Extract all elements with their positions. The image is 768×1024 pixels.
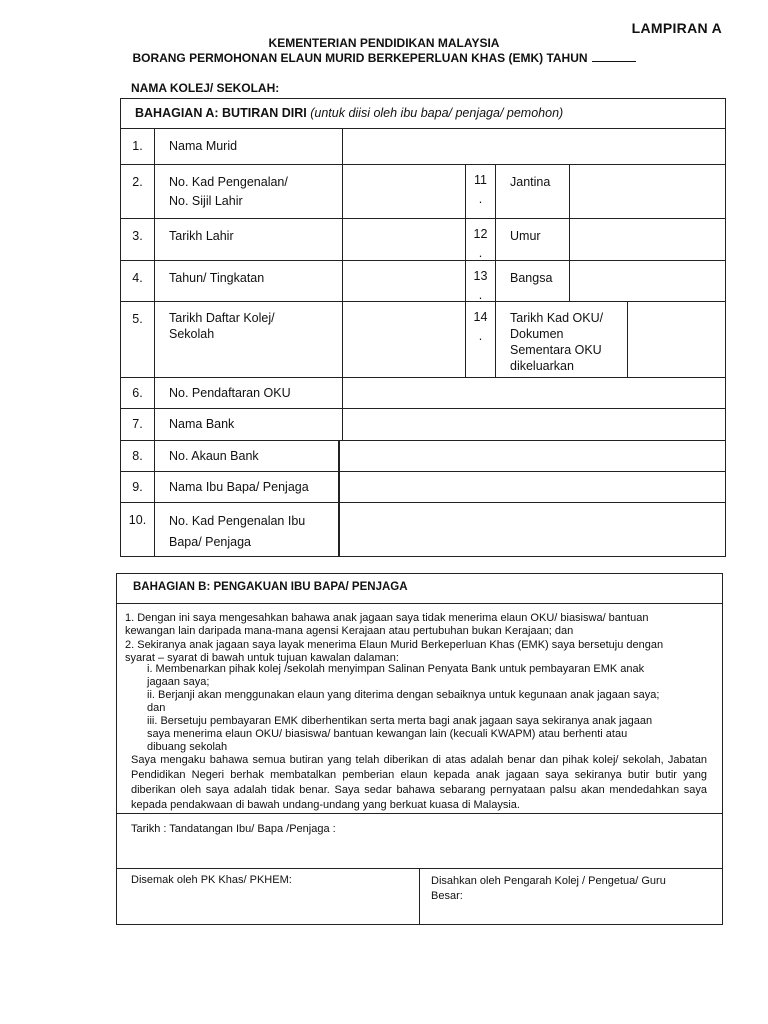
declaration-item-1: 1. Dengan ini saya mengesahkan bahawa anak jagaan saya tidak menerima elaun OKU/ biasiswa/ bantuan kewangan lain daripada mana-mana agensi Kerajaan atau pertubuhan bukan Kerajaan; dan xyxy=(125,612,649,637)
row-number-text: 11 . xyxy=(474,173,487,206)
row-label-text: No. Kad Pengenalan Ibu Bapa/ Penjaga xyxy=(169,514,306,549)
checked-by-label: Disemak oleh PK Khas/ PKHEM: xyxy=(131,874,292,886)
section-b-table xyxy=(116,573,723,925)
umur-field[interactable] xyxy=(570,219,725,260)
form-title xyxy=(0,51,768,65)
row-label xyxy=(155,261,343,301)
row-number-text: 1. xyxy=(132,139,143,153)
nama-bank-field[interactable] xyxy=(343,409,725,440)
signature-row xyxy=(117,814,722,869)
ministry-title: KEMENTERIAN PENDIDIKAN MALAYSIA xyxy=(268,36,500,50)
row-pendaftaran-oku xyxy=(121,378,725,409)
jantina-field[interactable] xyxy=(570,165,725,218)
form-title-text: BORANG PERMOHONAN ELAUN MURID BERKEPERLUAN KHAS (EMK) TAHUN xyxy=(132,51,588,65)
kad-pengenalan-field[interactable] xyxy=(343,165,466,218)
row-nama-murid xyxy=(121,129,725,165)
row-nama-ibu-bapa xyxy=(121,472,725,503)
section-a-title xyxy=(135,106,563,120)
year-blank[interactable] xyxy=(592,51,636,62)
section-b-header xyxy=(117,574,722,604)
tahun-tingkatan-field[interactable] xyxy=(343,261,466,301)
row-number xyxy=(121,165,155,218)
row-number xyxy=(466,219,496,260)
row-number-text: 12 . xyxy=(473,227,488,260)
row-nama-bank xyxy=(121,409,725,441)
approved-by-label: Disahkan oleh Pengarah Kolej / Pengetua/ Guru Besar: xyxy=(431,875,666,902)
row-label-text: Tarikh Kad OKU/ Dokumen Sementara OKU dikeluarkan xyxy=(510,311,604,373)
row-label xyxy=(496,261,570,301)
row-number xyxy=(121,219,155,260)
row-label-text: Nama Ibu Bapa/ Penjaga xyxy=(169,480,309,494)
row-label xyxy=(496,302,628,377)
tarikh-kad-oku-field[interactable] xyxy=(628,302,725,377)
row-number-text: 13 . xyxy=(473,269,488,302)
row-number xyxy=(121,378,155,408)
row-label-text: Tarikh Lahir xyxy=(169,229,234,243)
section-a-table xyxy=(120,98,726,557)
row-number-text: 6. xyxy=(132,386,143,400)
row-label xyxy=(496,165,570,218)
section-a-header xyxy=(121,99,725,129)
row-tahun-tingkatan xyxy=(121,261,725,302)
row-label xyxy=(155,302,343,377)
row-label-text: Nama Bank xyxy=(169,417,235,431)
tarikh-daftar-field[interactable] xyxy=(343,302,466,377)
checked-by-cell[interactable] xyxy=(117,869,420,924)
declaration-item-2: 2. Sekiranya anak jagaan saya layak menerima Elaun Murid Berkeperluan Khas (EMK) saya bersetuju dengan syarat – syarat di bawah untuk tujuan kawalan dalaman: xyxy=(125,639,664,664)
lampiran-label: LAMPIRAN A xyxy=(631,20,722,36)
row-label xyxy=(155,378,343,408)
row-label-text: Tarikh Daftar Kolej/ Sekolah xyxy=(169,311,275,341)
pendaftaran-oku-field[interactable] xyxy=(343,378,725,408)
row-label xyxy=(155,472,339,502)
row-number-text: 3. xyxy=(132,229,143,243)
row-label-text: Bangsa xyxy=(510,271,553,285)
row-label-text: No. Kad Pengenalan/ No. Sijil Lahir xyxy=(169,175,288,208)
declaration-body xyxy=(117,603,722,814)
row-label xyxy=(496,219,570,260)
row-label xyxy=(155,165,343,218)
row-number-text: 9. xyxy=(132,480,143,494)
row-number-text: 4. xyxy=(132,271,143,285)
row-number xyxy=(121,472,155,502)
row-number-text: 2. xyxy=(132,175,143,189)
kp-ibu-bapa-field[interactable] xyxy=(339,503,725,556)
declaration-statement: Saya mengaku bahawa semua butiran yang telah diberikan di atas adalah benar dan pihak kolej/ sekolah, Jabatan Pendidikan Negeri berhak membatalkan pemberian elaun kepada anak jagaan saya sekiranya butir butir yang diberikan oleh saya adalah tidak benar. Saya sedar bahawa sebarang pernyataan palsu akan mendedahkan saya kepada pendakwaan di bawah undang-undang yang berkuat kuasa di Malaysia. xyxy=(131,754,707,811)
college-name-label: NAMA KOLEJ/ SEKOLAH: xyxy=(131,81,280,95)
row-number xyxy=(121,129,155,164)
row-label xyxy=(155,409,343,440)
row-tarikh-lahir xyxy=(121,219,725,261)
row-tarikh-daftar xyxy=(121,302,725,378)
row-kp-ibu-bapa xyxy=(121,503,725,556)
row-label-text: No. Akaun Bank xyxy=(169,449,259,463)
nama-murid-field[interactable] xyxy=(343,129,725,164)
row-label-text: No. Pendaftaran OKU xyxy=(169,386,291,400)
row-number xyxy=(121,409,155,440)
verification-row xyxy=(117,869,722,924)
condition-ii: ii. Berjanji akan menggunakan elaun yang diterima dengan sebaiknya untuk kegunaan anak jagaan saya; dan xyxy=(147,689,660,714)
signature-field[interactable] xyxy=(377,818,707,862)
nama-ibu-bapa-field[interactable] xyxy=(339,472,725,502)
row-number-text: 14 . xyxy=(473,310,488,343)
row-akaun-bank xyxy=(121,441,725,472)
row-label xyxy=(155,219,343,260)
condition-iii: iii. Bersetuju pembayaran EMK diberhentikan serta merta bagi anak jagaan saya sekiranya anak jagaan saya menerima elaun OKU/ biasiswa/ bantuan kewangan lain (kecuali KWAPM) atau berhenti atau dibuang sekolah xyxy=(147,715,653,753)
row-label xyxy=(155,129,343,164)
row-number xyxy=(121,261,155,301)
row-label xyxy=(155,503,339,556)
condition-i: i. Membenarkan pihak kolej /sekolah menyimpan Salinan Penyata Bank untuk pembayaran EMK anak jagaan saya; xyxy=(147,663,645,688)
row-label xyxy=(155,441,339,471)
row-number xyxy=(466,261,496,301)
akaun-bank-field[interactable] xyxy=(339,441,725,471)
row-number-text: 10. xyxy=(128,513,147,527)
row-number xyxy=(121,302,155,377)
row-number xyxy=(466,165,496,218)
signature-label: Tarikh : Tandatangan Ibu/ Bapa /Penjaga : xyxy=(131,823,336,835)
approved-by-cell[interactable] xyxy=(420,869,722,924)
section-b-title: BAHAGIAN B: PENGAKUAN IBU BAPA/ PENJAGA xyxy=(133,581,408,593)
row-kad-pengenalan xyxy=(121,165,725,219)
section-a-subtitle: (untuk diisi oleh ibu bapa/ penjaga/ pemohon) xyxy=(310,106,564,120)
row-number xyxy=(121,503,155,556)
row-label-text: Nama Murid xyxy=(169,139,238,153)
row-number xyxy=(466,302,496,377)
row-label-text: Jantina xyxy=(510,175,551,189)
tarikh-lahir-field[interactable] xyxy=(343,219,466,260)
row-label-text: Tahun/ Tingkatan xyxy=(169,271,265,285)
row-label-text: Umur xyxy=(510,229,541,243)
section-a-title-text: BAHAGIAN A: BUTIRAN DIRI xyxy=(135,106,307,120)
row-number-text: 5. xyxy=(132,312,143,326)
row-number xyxy=(121,441,155,471)
row-number-text: 8. xyxy=(132,449,143,463)
row-number-text: 7. xyxy=(132,417,143,431)
bangsa-field[interactable] xyxy=(570,261,725,301)
